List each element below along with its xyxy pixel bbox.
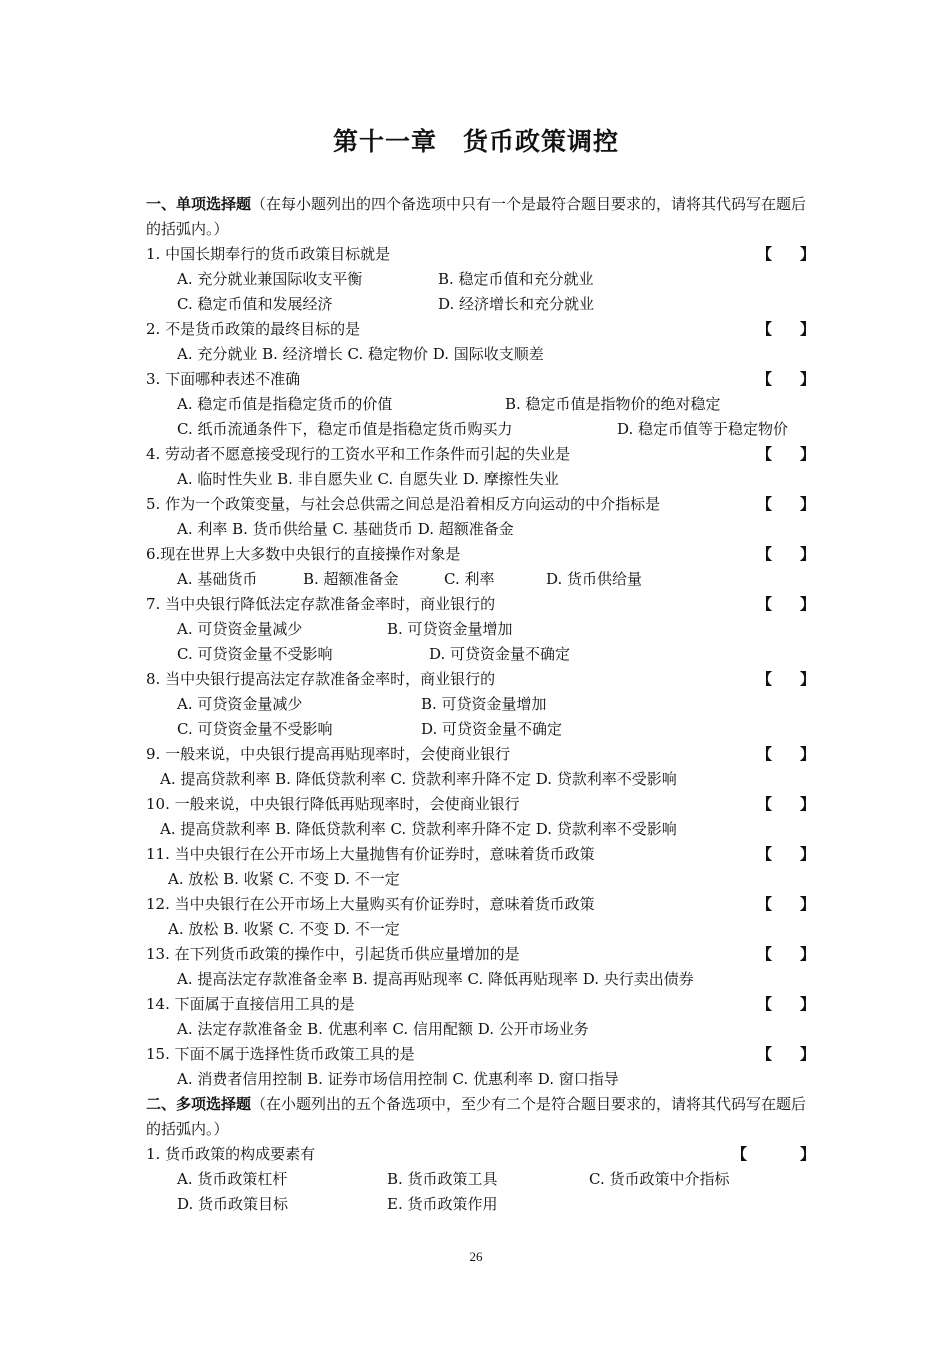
option-d: D. 货币供给量	[546, 570, 643, 588]
question-options	[146, 567, 812, 592]
question-text: 2. 不是货币政策的最终目标的是	[146, 320, 361, 338]
option-a: A. 稳定币值是指稳定货币的价值	[177, 395, 393, 413]
answer-bracket-close: 】	[800, 745, 816, 763]
option-a: A. 可贷资金量减少	[177, 620, 303, 638]
option-b: B. 可贷资金量增加	[387, 620, 513, 638]
options-text: A. 放松 B. 收紧 C. 不变 D. 不一定	[168, 870, 400, 888]
question-text: 15. 下面不属于选择性货币政策工具的是	[146, 1045, 415, 1063]
answer-bracket-open: 【	[757, 545, 773, 563]
option-b: B. 货币政策工具	[387, 1170, 498, 1188]
option-d: D. 可贷资金量不确定	[421, 720, 563, 738]
answer-bracket-close: 】	[800, 1045, 816, 1063]
option-d: D. 经济增长和充分就业	[438, 295, 595, 313]
question-text: 9. 一般来说，中央银行提高再贴现率时，会使商业银行	[146, 745, 511, 763]
question-options	[146, 917, 812, 942]
option-b: B. 稳定币值和充分就业	[438, 270, 594, 288]
options-text: A. 消费者信用控制 B. 证券市场信用控制 C. 优惠利率 D. 窗口指导	[177, 1070, 619, 1088]
options-text: A. 提高贷款利率 B. 降低贷款利率 C. 贷款利率升降不定 D. 贷款利率不受影响	[160, 820, 677, 838]
option-d: D. 稳定币值等于稳定物价	[617, 420, 789, 438]
question-stem	[146, 942, 816, 967]
question-stem	[146, 842, 816, 867]
answer-bracket-close: 】	[800, 995, 816, 1013]
options-text: A. 法定存款准备金 B. 优惠利率 C. 信用配额 D. 公开市场业务	[177, 1020, 589, 1038]
answer-bracket-open: 【	[757, 445, 773, 463]
question-text: 1. 货币政策的构成要素有	[146, 1145, 316, 1163]
answer-bracket-close: 】	[800, 1145, 816, 1163]
option-c: C. 可贷资金量不受影响	[177, 720, 333, 738]
option-c: C. 可贷资金量不受影响	[177, 645, 333, 663]
chapter-title	[0, 122, 952, 158]
question-options	[146, 817, 812, 842]
question-options	[146, 867, 812, 892]
answer-bracket-open: 【	[757, 320, 773, 338]
answer-bracket-close: 】	[800, 945, 816, 963]
option-a: A. 基础货币	[177, 570, 258, 588]
section1-header	[146, 192, 812, 242]
question-text: 1. 中国长期奉行的货币政策目标就是	[146, 245, 391, 263]
question-stem	[146, 592, 816, 617]
option-a: A. 货币政策杠杆	[177, 1170, 288, 1188]
question-options	[146, 617, 812, 642]
answer-bracket-close: 】	[800, 845, 816, 863]
question-stem	[146, 1142, 816, 1167]
answer-bracket-open: 【	[757, 845, 773, 863]
question-options	[146, 717, 812, 742]
question-text: 14. 下面属于直接信用工具的是	[146, 995, 355, 1013]
question-options	[146, 692, 812, 717]
question-options	[146, 1067, 812, 1092]
question-text: 12. 当中央银行在公开市场上大量购买有价证券时，意味着货币政策	[146, 895, 595, 913]
question-options	[146, 767, 812, 792]
question-stem	[146, 317, 816, 342]
question-options	[146, 292, 812, 317]
answer-bracket-open: 【	[757, 1045, 773, 1063]
options-text: A. 临时性失业 B. 非自愿失业 C. 自愿失业 D. 摩擦性失业	[177, 470, 559, 488]
option-c: C. 货币政策中介指标	[589, 1170, 730, 1188]
option-d: D. 货币政策目标	[177, 1195, 289, 1213]
question-text: 7. 当中央银行降低法定存款准备金率时，商业银行的	[146, 595, 496, 613]
question-stem	[146, 367, 816, 392]
question-stem	[146, 792, 816, 817]
question-text: 4. 劳动者不愿意接受现行的工资水平和工作条件而引起的失业是	[146, 445, 571, 463]
option-e: E. 货币政策作用	[387, 1195, 498, 1213]
section-instruction: （在每小题列出的四个备选项中只有一个是最符合题目要求的，请将其代码写在题后的括弧内。）	[146, 195, 807, 238]
question-stem	[146, 892, 816, 917]
answer-bracket-open: 【	[757, 895, 773, 913]
question-text: 10. 一般来说，中央银行降低再贴现率时，会使商业银行	[146, 795, 520, 813]
section-heading: 二、多项选择题	[146, 1095, 252, 1113]
option-a: A. 充分就业兼国际收支平衡	[177, 270, 363, 288]
question-text: 11. 当中央银行在公开市场上大量抛售有价证券时，意味着货币政策	[146, 845, 595, 863]
question-options	[146, 517, 812, 542]
question-text: 8. 当中央银行提高法定存款准备金率时，商业银行的	[146, 670, 496, 688]
answer-bracket-close: 】	[800, 595, 816, 613]
answer-bracket-close: 】	[800, 545, 816, 563]
answer-bracket-open: 【	[757, 745, 773, 763]
answer-bracket-close: 】	[800, 670, 816, 688]
question-options	[146, 417, 812, 442]
question-stem	[146, 542, 816, 567]
question-options	[146, 392, 812, 417]
question-options	[146, 1017, 812, 1042]
question-text: 3. 下面哪种表述不准确	[146, 370, 301, 388]
question-stem	[146, 992, 816, 1017]
options-text: A. 充分就业 B. 经济增长 C. 稳定物价 D. 国际收支顺差	[177, 345, 544, 363]
answer-bracket-close: 】	[800, 795, 816, 813]
option-c: C. 纸币流通条件下，稳定币值是指稳定货币购买力	[177, 420, 513, 438]
question-stem	[146, 442, 816, 467]
answer-bracket-open: 【	[757, 795, 773, 813]
answer-bracket-open: 【	[757, 945, 773, 963]
page-number: 26	[469, 1249, 483, 1264]
answer-bracket-open: 【	[757, 495, 773, 513]
question-stem	[146, 242, 816, 267]
answer-bracket-close: 】	[800, 245, 816, 263]
option-b: B. 可贷资金量增加	[421, 695, 547, 713]
question-text: 13. 在下列货币政策的操作中，引起货币供应量增加的是	[146, 945, 520, 963]
question-options	[146, 467, 812, 492]
question-options	[146, 642, 812, 667]
option-c: C. 稳定币值和发展经济	[177, 295, 333, 313]
option-b: B. 稳定币值是指物价的绝对稳定	[505, 395, 721, 413]
question-options	[146, 267, 812, 292]
answer-bracket-open: 【	[732, 1145, 748, 1163]
option-b: B. 超额准备金	[303, 570, 399, 588]
options-text: A. 提高贷款利率 B. 降低贷款利率 C. 贷款利率升降不定 D. 贷款利率不受影响	[160, 770, 677, 788]
options-text: A. 利率 B. 货币供给量 C. 基础货币 D. 超额准备金	[177, 520, 514, 538]
option-d: D. 可贷资金量不确定	[429, 645, 571, 663]
answer-bracket-open: 【	[757, 370, 773, 388]
question-options	[146, 967, 812, 992]
chapter-number: 第十一章	[332, 127, 437, 156]
answer-bracket-close: 】	[800, 320, 816, 338]
option-a: A. 可贷资金量减少	[177, 695, 303, 713]
options-text: A. 放松 B. 收紧 C. 不变 D. 不一定	[168, 920, 400, 938]
question-stem	[146, 742, 816, 767]
question-options	[146, 342, 812, 367]
answer-bracket-close: 】	[800, 495, 816, 513]
answer-bracket-open: 【	[757, 245, 773, 263]
section-instruction: （在小题列出的五个备选项中，至少有二个是符合题目要求的，请将其代码写在题后的括弧内。）	[146, 1095, 807, 1138]
question-text: 5. 作为一个政策变量，与社会总供需之间总是沿着相反方向运动的中介指标是	[146, 495, 661, 513]
question-list	[146, 192, 816, 1217]
answer-bracket-open: 【	[757, 995, 773, 1013]
options-text: A. 提高法定存款准备金率 B. 提高再贴现率 C. 降低再贴现率 D. 央行卖出债券	[177, 970, 694, 988]
question-stem	[146, 492, 816, 517]
answer-bracket-open: 【	[757, 595, 773, 613]
answer-bracket-open: 【	[757, 670, 773, 688]
answer-bracket-close: 】	[800, 370, 816, 388]
option-c: C. 利率	[444, 570, 495, 588]
question-stem	[146, 667, 816, 692]
chapter-name: 货币政策调控	[463, 127, 620, 156]
section2-header	[146, 1092, 812, 1142]
question-options	[146, 1192, 812, 1217]
section-heading: 一、单项选择题	[146, 195, 252, 213]
question-stem	[146, 1042, 816, 1067]
answer-bracket-close: 】	[800, 445, 816, 463]
answer-bracket-close: 】	[800, 895, 816, 913]
question-text: 6.现在世界上大多数中央银行的直接操作对象是	[146, 545, 461, 563]
question-options	[146, 1167, 812, 1192]
